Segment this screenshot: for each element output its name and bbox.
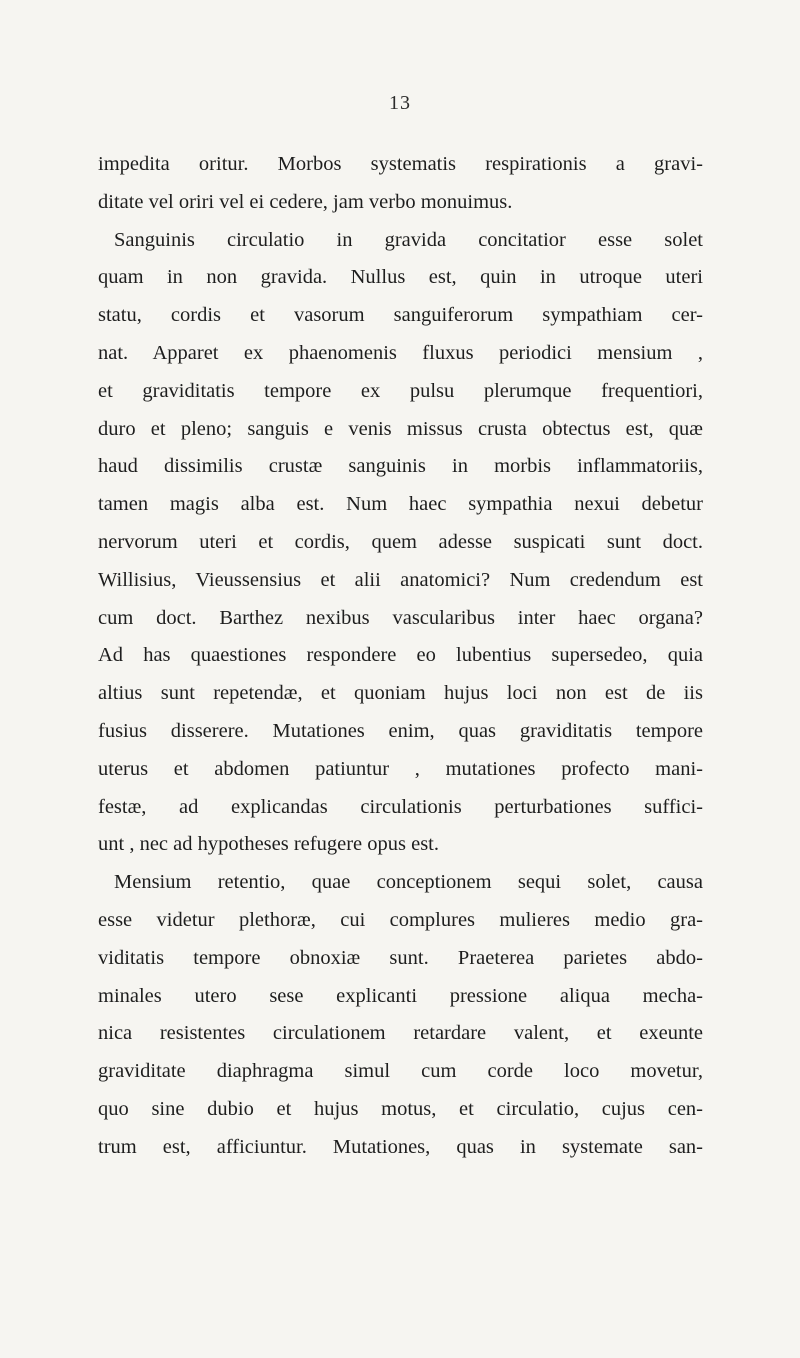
text-line: tamen magis alba est. Num haec sympathia nexui debetur: [98, 493, 703, 516]
text-line: uterus et abdomen patiuntur , mutationes profecto mani-: [98, 757, 703, 780]
text-line: duro et pleno; sanguis e venis missus crusta obtectus est, quæ: [98, 417, 703, 440]
text-line: graviditate diaphragma simul cum corde loco movetur,: [98, 1060, 703, 1083]
text-line: impedita oritur. Morbos systematis respirationis a gravi-: [98, 153, 703, 175]
text-line: Ad has quaestiones respondere eo lubentius supersedeo, quia: [98, 644, 703, 667]
text-line: Willisius, Vieussensius et alii anatomici? Num credendum est: [98, 568, 703, 591]
page-number: 13: [389, 92, 411, 114]
text-line: trum est, afficiuntur. Mutationes, quas in systemate san-: [98, 1135, 703, 1158]
text-line: cum doct. Barthez nexibus vascularibus inter haec organa?: [98, 606, 703, 629]
text-line: unt , nec ad hypotheses refugere opus est.: [98, 833, 439, 856]
text-line: quo sine dubio et hujus motus, et circulatio, cujus cen-: [98, 1097, 703, 1120]
paragraph-start-line: Mensium retentio, quae conceptionem sequi solet, causa: [114, 871, 703, 894]
body-text: [98, 146, 703, 1167]
text-line: festæ, ad explicandas circulationis perturbationes suffici-: [98, 795, 703, 818]
text-line: nat. Apparet ex phaenomenis fluxus periodici mensium ,: [98, 341, 703, 364]
text-line: quam in non gravida. Nullus est, quin in utroque uteri: [98, 266, 703, 289]
text-line: minales utero sese explicanti pressione aliqua mecha-: [98, 984, 703, 1007]
text-line: viditatis tempore obnoxiæ sunt. Praeterea parietes abdo-: [98, 946, 703, 969]
text-line: ditate vel oriri vel ei cedere, jam verbo monuimus.: [98, 190, 513, 213]
text-line: nervorum uteri et cordis, quem adesse suspicati sunt doct.: [98, 530, 703, 553]
text-line: haud dissimilis crustæ sanguinis in morbis inflammatoriis,: [98, 455, 703, 478]
text-line: statu, cordis et vasorum sanguiferorum sympathiam cer-: [98, 304, 703, 327]
text-line: et graviditatis tempore ex pulsu plerumque frequentiori,: [98, 379, 703, 402]
text-line: esse videtur plethoræ, cui complures mulieres medio gra-: [98, 908, 703, 931]
text-line: altius sunt repetendæ, et quoniam hujus loci non est de iis: [98, 682, 703, 705]
text-line: nica resistentes circulationem retardare valent, et exeunte: [98, 1022, 703, 1045]
paragraph-start-line: Sanguinis circulatio in gravida concitatior esse solet: [114, 228, 703, 251]
text-line: fusius disserere. Mutationes enim, quas graviditatis tempore: [98, 719, 703, 742]
